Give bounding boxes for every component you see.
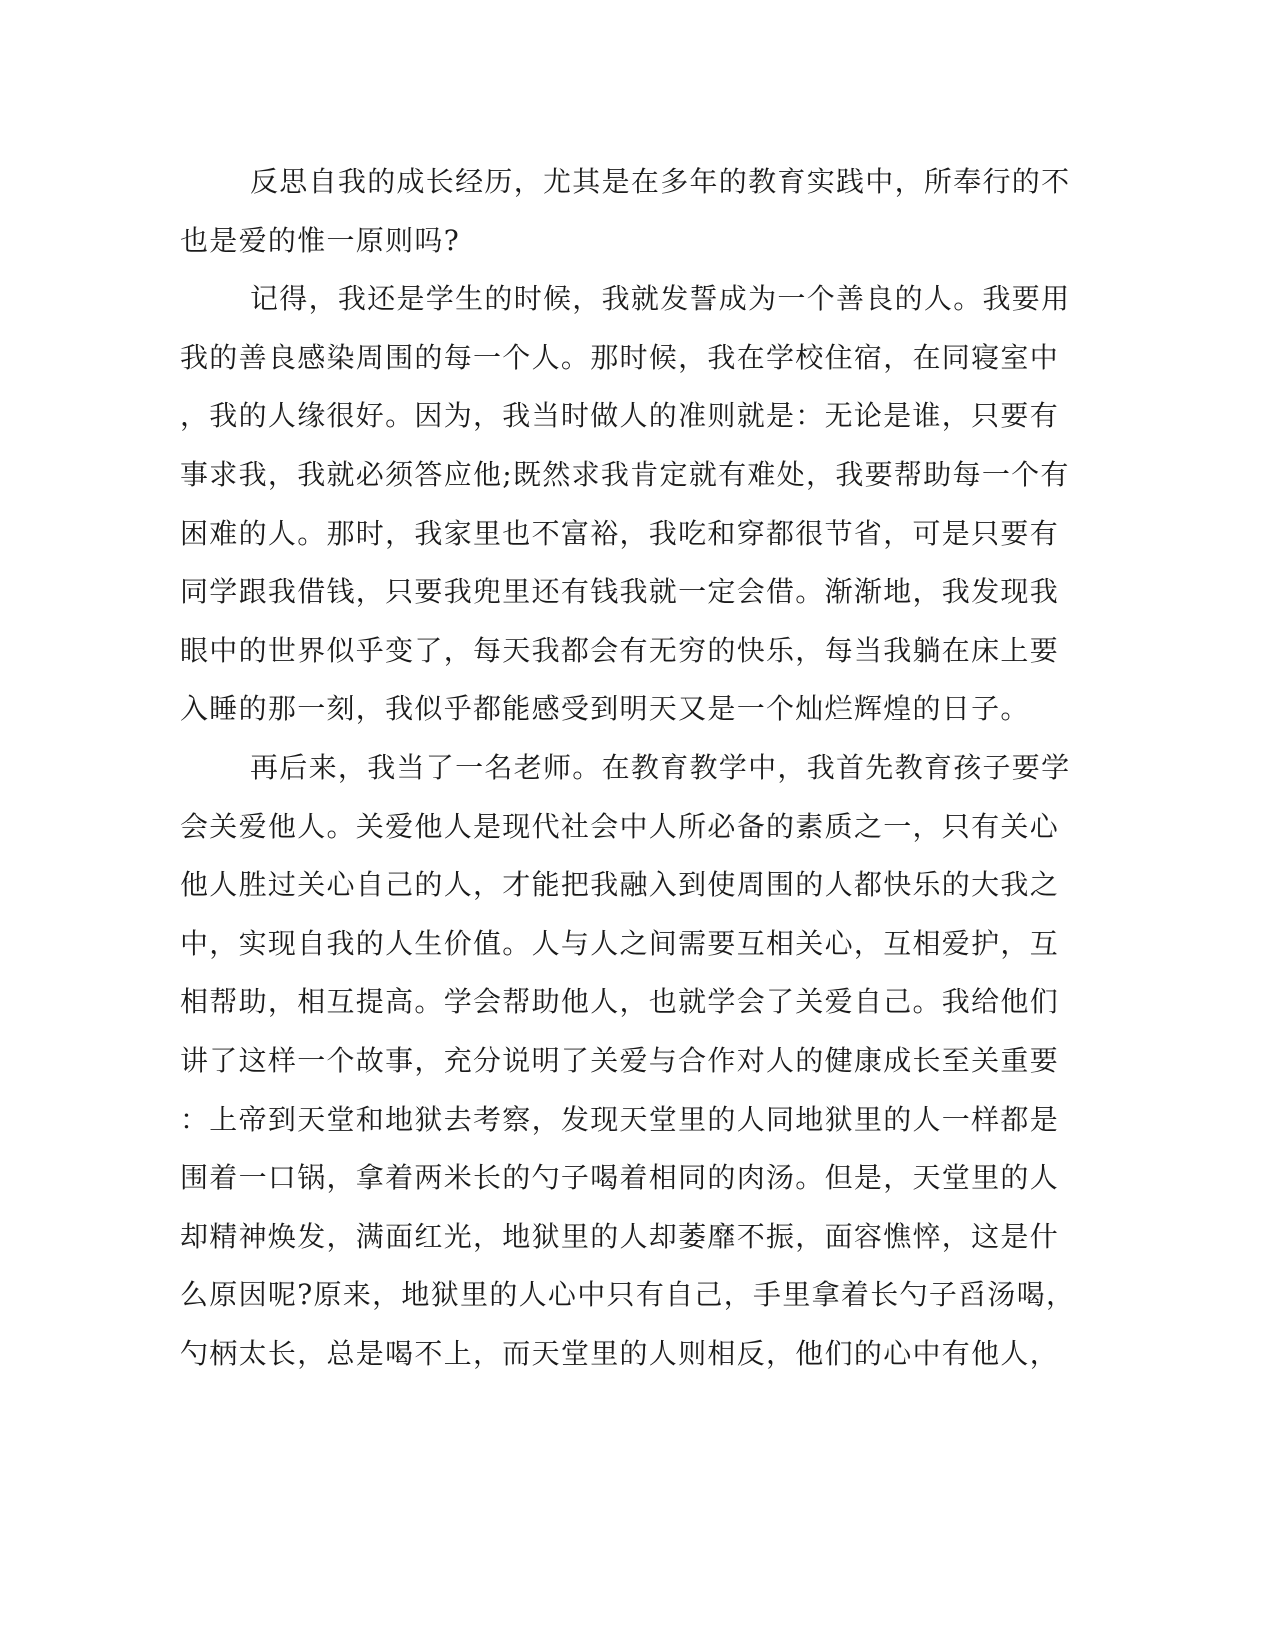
text-line: 反思自我的成长经历，尤其是在多年的教育实践中，所奉行的不 [250, 165, 1071, 198]
text-line: 困难的人。那时，我家里也不富裕，我吃和穿都很节省，可是只要有 [180, 516, 1060, 550]
text-line: ：上帝到天堂和地狱去考察，发现天堂里的人同地狱里的人一样都是 [180, 1102, 1060, 1136]
text-line: 却精神焕发，满面红光，地狱里的人却萎靡不振，面容憔悴，这是什 [180, 1219, 1060, 1253]
text-line: 勺柄太长，总是喝不上，而天堂里的人则相反，他们的心中有他人， [180, 1336, 1060, 1370]
text-line: 同学跟我借钱，只要我兜里还有钱我就一定会借。渐渐地，我发现我 [180, 575, 1060, 609]
text-line: 相帮助，相互提高。学会帮助他人，也就学会了关爱自己。我给他们 [180, 985, 1060, 1019]
text-line: 记得，我还是学生的时候，我就发誓成为一个善良的人。我要用 [250, 282, 1071, 316]
body-text [180, 153, 1076, 1383]
text-line: 中，实现自我的人生价值。人与人之间需要互相关心，互相爱护，互 [180, 926, 1060, 960]
text-line: 围着一口锅，拿着两米长的勺子喝着相同的肉汤。但是，天堂里的人 [180, 1161, 1060, 1195]
text-line: 会关爱他人。关爱他人是现代社会中人所必备的素质之一，只有关心 [180, 809, 1060, 843]
text-line: 眼中的世界似乎变了，每天我都会有无穷的快乐，每当我躺在床上要 [180, 633, 1060, 667]
text-line: 入睡的那一刻，我似乎都能感受到明天又是一个灿烂辉煌的日子。 [180, 692, 1030, 726]
text-line: ，我的人缘很好。因为，我当时做人的准则就是：无论是谁，只要有 [180, 399, 1060, 433]
text-line: 事求我，我就必须答应他;既然求我肯定就有难处，我要帮助每一个有 [180, 457, 1070, 491]
text-line: 也是爱的惟一原则吗? [180, 223, 461, 257]
text-line: 他人胜过关心自己的人，才能把我融入到使周围的人都快乐的大我之 [180, 868, 1060, 902]
text-line: 么原因呢?原来，地狱里的人心中只有自己，手里拿着长勺子舀汤喝， [180, 1278, 1076, 1312]
text-line: 讲了这样一个故事，充分说明了关爱与合作对人的健康成长至关重要 [180, 1043, 1060, 1077]
text-line: 再后来，我当了一名老师。在教育教学中，我首先教育孩子要学 [250, 750, 1071, 784]
text-line: 我的善良感染周围的每一个人。那时候，我在学校住宿，在同寝室中 [180, 340, 1060, 374]
